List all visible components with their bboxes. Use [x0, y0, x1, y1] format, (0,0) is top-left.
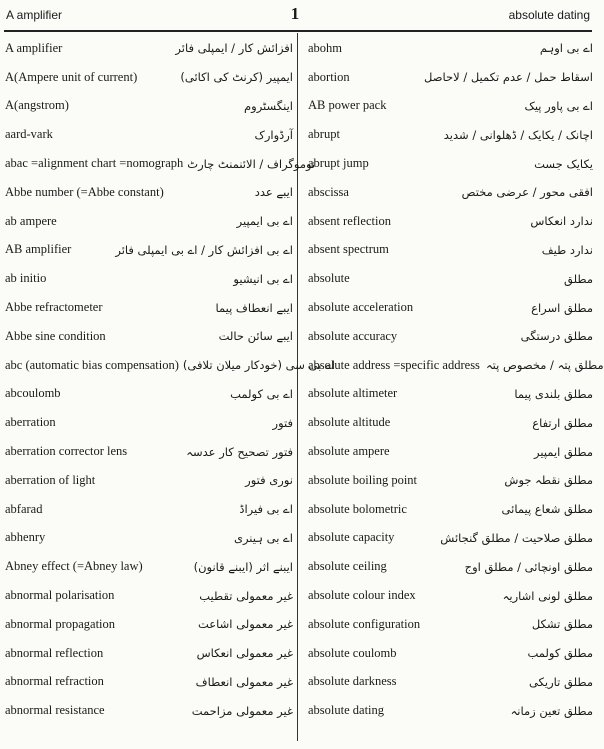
entry-urdu-translation: نوری فتور	[245, 473, 293, 488]
entry-urdu-translation: غیر معمولی مزاحمت	[191, 703, 293, 718]
dictionary-entry	[5, 149, 316, 178]
entry-urdu-translation: غیر معمولی انعکاس	[196, 646, 293, 661]
entry-term: absolute	[308, 271, 350, 286]
entry-urdu-translation: ندارد انعکاس	[530, 214, 593, 229]
entry-urdu-translation: ایبے سائن حالت	[218, 329, 293, 344]
dictionary-entry	[5, 207, 293, 236]
dictionary-entry	[5, 581, 293, 610]
entry-term: Abbe number (=Abbe constant)	[5, 184, 164, 199]
header-rule	[4, 30, 592, 32]
entry-urdu-translation: اے بی پاور پیک	[524, 98, 593, 113]
entry-term: absolute ampere	[308, 444, 390, 459]
dictionary-entry	[5, 293, 293, 322]
entry-urdu-translation: اے بی اوہم	[539, 41, 593, 56]
entry-urdu-translation: اے بی ہینری	[233, 530, 293, 545]
entry-term: A(angstrom)	[5, 98, 69, 113]
entry-term: AB power pack	[308, 98, 387, 113]
entry-term: absolute bolometric	[308, 501, 407, 516]
entry-urdu-translation: غیر معمولی اشاعت	[197, 617, 293, 632]
dictionary-entry	[308, 524, 593, 553]
dictionary-entry	[308, 581, 593, 610]
entry-urdu-translation: مطلق اسراع	[531, 300, 593, 315]
dictionary-entry	[5, 610, 293, 639]
dictionary-entry	[308, 668, 593, 697]
entry-urdu-translation: نوموگراف / الائنمنٹ چارٹ	[187, 156, 316, 171]
dictionary-entry	[308, 322, 593, 351]
entry-urdu-translation: اے بی سی (خودکار میلان تلافی)	[182, 358, 335, 373]
entry-term: aberration corrector lens	[5, 444, 128, 459]
entry-urdu-translation: ایبنے اثر (ایبنے قانون)	[193, 559, 293, 574]
dictionary-entry	[308, 696, 593, 725]
entry-term: absolute darkness	[308, 674, 397, 689]
entry-term: abrupt jump	[308, 156, 369, 171]
dictionary-entry	[308, 437, 593, 466]
entry-term: absolute colour index	[308, 588, 416, 603]
entry-term: absolute address =specific address	[308, 357, 480, 372]
entry-urdu-translation: افزائش کار / ایمپلی فائر	[175, 41, 293, 56]
entry-term: abrupt	[308, 127, 340, 142]
dictionary-entry	[308, 264, 593, 293]
entry-term: abnormal polarisation	[5, 588, 115, 603]
page-header	[0, 0, 600, 30]
entry-term: Abney effect (=Abney law)	[5, 559, 143, 574]
dictionary-entry	[5, 264, 293, 293]
dictionary-entry	[5, 380, 293, 409]
entry-term: Abbe refractometer	[5, 300, 103, 315]
entry-urdu-translation: اچانک / یکایک / ڈھلوانی / شدید	[443, 127, 593, 142]
entry-urdu-translation: اے بی ایمپیر	[236, 214, 293, 229]
dictionary-entry	[5, 696, 293, 725]
entry-urdu-translation: مطلق بلندی پیما	[514, 386, 593, 401]
entry-urdu-translation: اے بی کولمب	[230, 386, 293, 401]
entry-urdu-translation: مطلق	[564, 271, 593, 286]
dictionary-entry	[5, 495, 293, 524]
entry-term: absolute configuration	[308, 616, 421, 631]
entry-term: aard-vark	[5, 127, 53, 142]
entry-urdu-translation: اے بی انیشیو	[233, 271, 293, 286]
entry-urdu-translation: یکایک جست	[534, 156, 593, 171]
entry-urdu-translation: مطلق درستگی	[520, 329, 593, 344]
column-divider	[297, 33, 298, 741]
entry-urdu-translation: مطلق پتہ / مخصوص پتہ	[485, 358, 604, 373]
dictionary-entry	[308, 293, 593, 322]
entry-term: abnormal propagation	[5, 616, 116, 631]
entry-term: ab initio	[5, 271, 47, 286]
entry-urdu-translation: غیر معمولی انعطاف	[195, 674, 293, 689]
entry-term: AB amplifier	[5, 242, 72, 257]
entry-term: abhenry	[5, 530, 46, 545]
dictionary-entry	[5, 92, 293, 121]
page-number: 1	[290, 4, 300, 23]
dictionary-entry	[308, 610, 593, 639]
right-column	[308, 34, 604, 725]
dictionary-entry	[5, 524, 293, 553]
entry-urdu-translation: مطلق صلاحیت / مطلق گنجائش	[440, 530, 593, 545]
entry-urdu-translation: اے بی افزائش کار / اے بی ایمپلی فائر	[115, 242, 293, 257]
entry-term: abscissa	[308, 184, 349, 199]
entry-term: absolute capacity	[308, 530, 395, 545]
entry-urdu-translation: اسقاط حمل / عدم تکمیل / لاحاصل	[424, 70, 593, 85]
dictionary-entry	[308, 207, 593, 236]
entry-term: absent spectrum	[308, 242, 389, 257]
entry-urdu-translation: ندارد طیف	[541, 242, 593, 257]
dictionary-entry	[5, 466, 293, 495]
entry-urdu-translation: مطلق تشکل	[531, 617, 593, 632]
entry-urdu-translation: مطلق نقطہ جوش	[504, 473, 593, 488]
entry-urdu-translation: مطلق اونچائی / مطلق اوج	[464, 559, 593, 574]
entry-urdu-translation: ایبے عدد	[254, 185, 293, 200]
entry-term: absolute acceleration	[308, 300, 414, 315]
entry-urdu-translation: فتور	[272, 415, 293, 430]
dictionary-entry	[308, 149, 593, 178]
dictionary-entry	[308, 495, 593, 524]
dictionary-entry	[308, 639, 593, 668]
dictionary-entry	[5, 322, 293, 351]
entry-urdu-translation: فتور تصحیح کار عدسہ	[186, 444, 293, 459]
entry-term: absolute altitude	[308, 415, 391, 430]
dictionary-entry	[308, 236, 593, 265]
entry-urdu-translation: آرڈوارک	[254, 127, 293, 142]
dictionary-entry	[308, 34, 593, 63]
dictionary-entry	[5, 437, 293, 466]
entry-term: absent reflection	[308, 213, 391, 228]
entry-urdu-translation: مطلق لونی اشاریہ	[502, 588, 593, 603]
dictionary-entry	[5, 236, 293, 265]
entry-term: absolute coulomb	[308, 645, 397, 660]
dictionary-entry	[5, 408, 293, 437]
entry-urdu-translation: غیر معمولی تقطیب	[199, 588, 293, 603]
entry-urdu-translation: اے بی فیراڈ	[239, 502, 293, 517]
dictionary-entry	[308, 552, 593, 581]
entry-urdu-translation: مطلق تعین زمانہ	[510, 703, 593, 718]
entry-term: absolute boiling point	[308, 472, 418, 487]
entry-term: absolute ceiling	[308, 559, 387, 574]
entry-urdu-translation: مطلق شعاع پیمائی	[501, 502, 593, 517]
entry-term: abortion	[308, 69, 350, 84]
dictionary-entry	[5, 34, 293, 63]
entry-term: absolute altimeter	[308, 386, 398, 401]
entry-term: abcoulomb	[5, 386, 61, 401]
entry-urdu-translation: ایمپیر (کرنٹ کی اکائی)	[180, 70, 293, 85]
dictionary-entry	[308, 408, 593, 437]
dictionary-entry	[308, 63, 593, 92]
entry-term: ab ampere	[5, 213, 57, 228]
dictionary-entry	[5, 178, 293, 207]
dictionary-entry	[5, 63, 293, 92]
entry-urdu-translation: مطلق ایمپیر	[534, 444, 593, 459]
dictionary-entry	[308, 380, 593, 409]
dictionary-entry	[308, 178, 593, 207]
entry-urdu-translation: افقی محور / عرضی مختص	[461, 185, 593, 200]
dictionary-entry	[5, 351, 335, 380]
entry-term: abnormal reflection	[5, 645, 104, 660]
entry-urdu-translation: اینگسٹروم	[244, 98, 293, 113]
right-guide-word: absolute dating	[508, 8, 590, 22]
entry-term: absolute accuracy	[308, 328, 398, 343]
entry-term: abfarad	[5, 501, 43, 516]
entry-term: abac =alignment chart =nomograph	[5, 156, 184, 171]
entry-term: abohm	[308, 40, 343, 55]
dictionary-entry	[308, 120, 593, 149]
dictionary-entry	[5, 639, 293, 668]
dictionary-entry	[308, 351, 604, 380]
entry-urdu-translation: ایبے انعطاف پیما	[215, 300, 293, 315]
entry-urdu-translation: مطلق تاریکی	[528, 674, 593, 689]
entry-term: aberration of light	[5, 472, 96, 487]
entry-term: A(Ampere unit of current)	[5, 69, 138, 84]
entry-urdu-translation: مطلق کولمب	[527, 646, 593, 661]
entry-urdu-translation: مطلق ارتفاع	[532, 415, 593, 430]
left-guide-word: A amplifier	[6, 8, 63, 22]
dictionary-entry	[5, 120, 293, 149]
dictionary-entry	[5, 668, 293, 697]
entry-term: abnormal refraction	[5, 674, 104, 689]
dictionary-entry	[5, 552, 293, 581]
entry-term: absolute dating	[308, 703, 385, 718]
entry-term: Abbe sine condition	[5, 328, 106, 343]
dictionary-entry	[308, 466, 593, 495]
entry-term: A amplifier	[5, 40, 63, 55]
entry-term: abc (automatic bias compensation)	[5, 357, 179, 372]
dictionary-entry	[308, 92, 593, 121]
entry-term: abnormal resistance	[5, 703, 105, 718]
entry-term: aberration	[5, 415, 56, 430]
